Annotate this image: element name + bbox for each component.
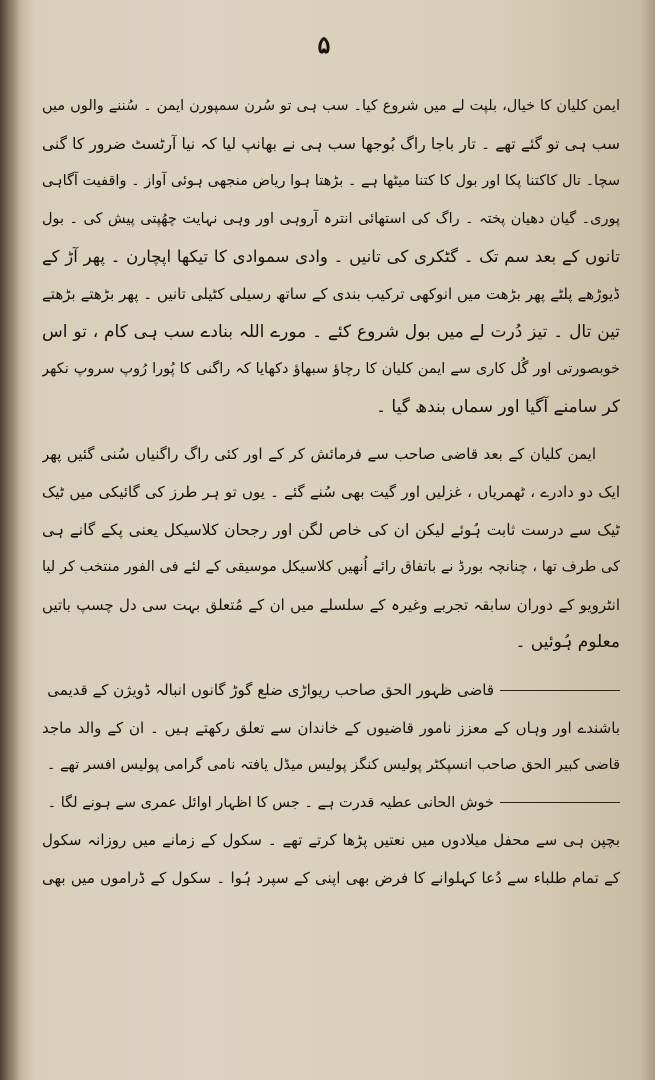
text-line: ایک دو دادرے ، ٹھمریاں ، غزلیں اور گیت بھی سُنے گئے ۔ یوں تو ہر طرز کی گائیکی میں ٹیک	[42, 482, 620, 501]
page-gutter-shadow	[0, 0, 20, 1080]
urdu-text-body	[42, 88, 620, 897]
text-line: باشندے اور وہاں کے معزز نامور قاضیوں کے خاندان سے تعلق رکھتے ہیں ۔ ان کے والد ماجد	[42, 718, 620, 737]
text-line: معلوم ہُوئیں ۔	[515, 632, 620, 653]
page-number: ۵	[317, 30, 331, 59]
text-line: سچا۔ تال کاکتنا پکا اور بول کا کتنا میٹھا ہے ۔ بڑھتا ہوا ریاض منجھی ہوئی آواز ۔ واقفیت آگاہی	[42, 173, 620, 190]
section-dash-line	[500, 802, 620, 803]
text-line: ڈیوڑھے پلٹے پھر بڑھت میں انوکھی ترکیب بندی کے ساتھ رسیلی کٹیلی تانیں ۔ پھر بڑھتے بڑھتے	[42, 284, 620, 303]
text-line: کر سامنے آگیا اور سماں بندھ گیا ۔	[376, 396, 620, 417]
text-line: پوری۔ گیان دھیان پختہ ۔ راگ کی استھائی انترہ آروہی اور وہی نہایت چھُپتی پیش کی ۔ بول	[42, 210, 620, 227]
text-line: سب ہی تو گئے تھے ۔ تار باجا راگ بُوجھا سب ہی نے بھانپ لیا کہ نیا آرٹسٹ ضرور کا گنی	[42, 134, 620, 153]
text-line-content: قاضی ظہور الحق صاحب ریواڑی ضلع گوڑ گانوں انبالہ ڈویژن کے قدیمی	[47, 680, 494, 699]
text-line: کے تمام طلباء سے دُعا کہلوانے کا فرض بھی اپنی کے سپرد ہُوا ۔ سکول کے ڈراموں میں بھی	[42, 868, 620, 887]
text-line: تانوں کے بعد سم تک ۔ گٹکری کی تانیں ۔ وادی سموادی کا تیکھا اپچارن ۔ پھر آڑ کے	[42, 247, 620, 267]
text-line-content: خوش الحانی عطیہ قدرت ہے ۔ جس کا اظہار اوائل عمری سے ہونے لگا ۔	[47, 794, 494, 811]
text-line: تین تال ۔ تیز دُرت لے میں بول شروع کئے ۔ مورے اللہ بنادے سب ہی کام ، تو اس	[42, 321, 620, 342]
section-dash-line	[500, 690, 620, 691]
text-line: کی طرف تھا ، چنانچہ بورڈ نے باتفاق رائے اُنھیں کلاسیکل موسیقی کے لئے فی الفور منتخب کر لیا	[42, 559, 620, 576]
text-line: بچپن ہی سے محفل میلادوں میں نعتیں پڑھا کرتے تھے ۔ سکول کے زمانے میں روزانہ سکول	[42, 831, 620, 850]
text-line: ایمن کلیان کے بعد قاضی صاحب سے فرمائش کر کے اور کئی راگ راگنیاں سُنی گئیں پھر	[42, 445, 596, 464]
text-line: قاضی کبیر الحق صاحب انسپکٹر پولیس کنگز پولیس میڈل یافتہ نامی گرامی پولیس افسر تھے ۔	[46, 757, 620, 774]
text-line	[42, 672, 620, 710]
text-line: خوبصورتی اور گُل کاری سے ایمن کلیان کا رچاؤ سبھاؤ دکھایا کہ راگنی کا پُورا رُوپ سروپ نکھر	[42, 361, 620, 378]
text-line: ٹیک سے درست ثابت ہُوئے لیکن ان کی خاص لگن اور رجحان کلاسیکل یعنی پکے گانے ہی	[42, 520, 620, 539]
text-line: ایمن کلیان کا خیال، بلپت لے میں شروع کیا۔ سب ہی تو سُرن سمپورن ایمن ۔ سُننے والوں میں	[42, 98, 620, 114]
text-line	[42, 785, 620, 823]
text-line: انٹرویو کے دوران سابقہ تجربے وغیرہ کے سلسلے میں ان کے مُتعلق بہت سی دل چسپ باتیں	[42, 595, 620, 614]
